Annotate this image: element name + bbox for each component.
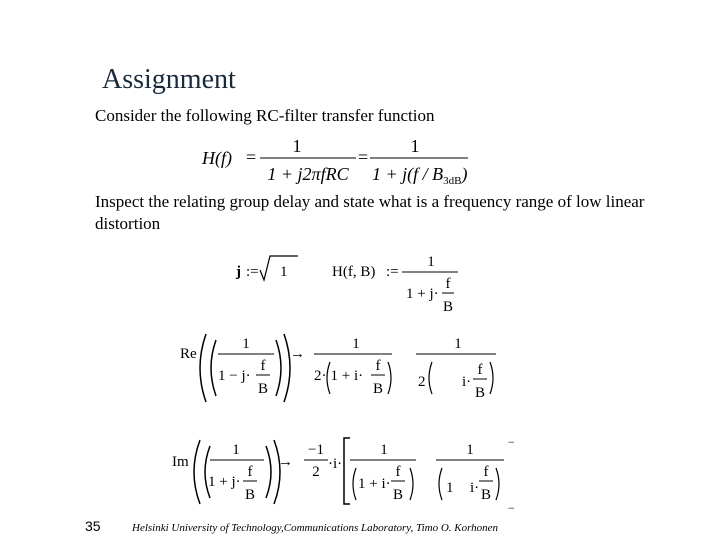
re-paren-inner-right bbox=[276, 340, 281, 396]
slide-title: Assignment bbox=[102, 64, 236, 95]
hfb-assign: := bbox=[386, 264, 399, 280]
re-r1-two: 2· bbox=[314, 368, 327, 384]
re-r1-den bbox=[314, 368, 363, 384]
hfb-B: B bbox=[442, 299, 454, 315]
j-def-lhs: j bbox=[236, 264, 241, 280]
real-part-row bbox=[180, 334, 496, 402]
im-coef-i: ·i· bbox=[328, 456, 343, 472]
re-r2-two: 2 bbox=[418, 374, 426, 390]
intro-text: Consider the following RC-filter transfer function bbox=[95, 106, 435, 125]
re-r2-i: i· bbox=[462, 374, 472, 390]
formula-num-1: 1 bbox=[292, 136, 302, 156]
page-number: 35 bbox=[85, 518, 101, 534]
formula-den-1: 1 + j2πfRC bbox=[267, 164, 349, 184]
formula-eq-1: = bbox=[246, 147, 257, 167]
im-minus-bottom: − bbox=[508, 501, 515, 515]
im-B: B bbox=[244, 487, 256, 503]
re-r2-paren-left bbox=[429, 362, 432, 394]
im-bracket-left bbox=[344, 438, 350, 504]
formula-den-2-sub: 3dB bbox=[443, 175, 462, 186]
sqrt-icon bbox=[260, 256, 298, 280]
im-paren-inner-right bbox=[266, 446, 271, 498]
re-r1-f: f bbox=[375, 358, 381, 374]
formula-lhs: H(f) bbox=[202, 148, 232, 168]
re-den: 1 − j· bbox=[218, 368, 251, 384]
re-B: B bbox=[257, 381, 269, 397]
formula-den-2-main: 1 + j(f / B bbox=[372, 164, 444, 184]
footer-text: Helsinki University of Technology,Communications Laboratory, Timo O. Korhonen bbox=[132, 522, 499, 534]
im-label: Im bbox=[172, 454, 189, 470]
hfb-lhs: H(f, B) bbox=[332, 264, 376, 280]
re-r1-B: B bbox=[372, 381, 384, 397]
re-r2-B: B bbox=[474, 385, 486, 401]
im-r2-num: 1 bbox=[466, 442, 474, 458]
re-paren-outer-left bbox=[200, 334, 206, 402]
im-r2-paren-left bbox=[439, 468, 442, 500]
im-r2-paren-right bbox=[496, 468, 499, 500]
im-minus-top: − bbox=[508, 435, 515, 449]
question-text: Inspect the relating group delay and state what is a frequency range of low linear distortion bbox=[95, 192, 645, 233]
re-paren-inner-left bbox=[211, 340, 216, 396]
formula-den-2 bbox=[372, 164, 467, 186]
re-num: 1 bbox=[242, 336, 250, 352]
im-coef-den: 2 bbox=[312, 464, 320, 480]
re-r1-num: 1 bbox=[352, 336, 360, 352]
j-definition bbox=[235, 256, 298, 280]
j-def-assign: := bbox=[246, 264, 259, 280]
re-r1-1pi: 1 + i· bbox=[330, 368, 364, 384]
formula-den-2-close: ) bbox=[461, 164, 468, 184]
im-den: 1 + j· bbox=[208, 474, 241, 490]
formula-num-2: 1 bbox=[410, 136, 420, 156]
re-f: f bbox=[260, 358, 266, 374]
im-coef-num: −1 bbox=[308, 442, 324, 458]
im-r1-B: B bbox=[392, 487, 404, 503]
im-r1-num: 1 bbox=[380, 442, 388, 458]
im-arrow: → bbox=[278, 454, 293, 470]
re-r2-num: 1 bbox=[454, 336, 462, 352]
hfb-num: 1 bbox=[427, 254, 435, 270]
im-paren-outer-right bbox=[274, 440, 280, 504]
im-f: f bbox=[247, 464, 253, 480]
re-arrow: → bbox=[290, 346, 305, 362]
re-r2-f: f bbox=[477, 362, 483, 378]
hfb-f: f bbox=[445, 276, 451, 292]
im-r2-f: f bbox=[483, 464, 489, 480]
im-r1-paren-right bbox=[410, 468, 413, 500]
transfer-function-formula bbox=[180, 128, 490, 186]
re-paren-outer-right bbox=[284, 334, 290, 402]
hfb-definition bbox=[332, 254, 458, 315]
mathcad-worksheet bbox=[170, 250, 520, 515]
re-label: Re bbox=[180, 346, 197, 362]
imag-part-row bbox=[172, 435, 515, 515]
im-r2-one: 1 bbox=[446, 480, 454, 496]
im-paren-outer-left bbox=[194, 440, 200, 504]
formula-eq-2: = bbox=[358, 147, 369, 167]
im-r1-paren-left bbox=[353, 468, 356, 500]
im-r1-den: 1 + i· bbox=[358, 476, 391, 492]
im-r2-i: i· bbox=[470, 480, 480, 496]
im-paren-inner-left bbox=[205, 446, 210, 498]
im-num: 1 bbox=[232, 442, 240, 458]
re-r1-paren-right bbox=[388, 362, 391, 394]
j-def-rad: 1 bbox=[280, 264, 288, 280]
im-r2-B: B bbox=[480, 487, 492, 503]
re-r2-paren-right bbox=[490, 362, 493, 394]
im-r1-f: f bbox=[395, 464, 401, 480]
hfb-den: 1 + j· bbox=[406, 286, 439, 302]
